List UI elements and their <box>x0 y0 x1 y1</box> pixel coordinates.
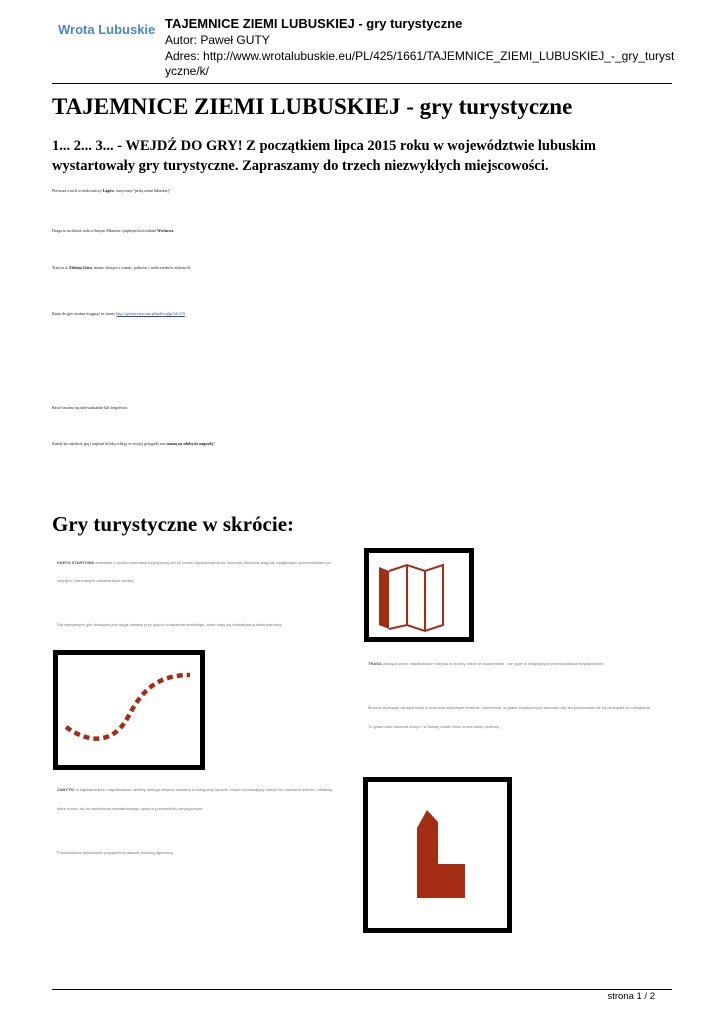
paragraph-zielona-gora: Trzecia to Zielona Góra, miasto słynące z winnic, pałaców i wielu terenów zielonych. <box>52 265 191 270</box>
summary-trasa-line2: Możesz wyruszyć na wędrówkę w dowolnie wybranym terminie i momencie, w grach turystycznych animator czy też przewodnik nie są niezbędni do rozegrania. <box>368 705 652 710</box>
summary-trasa-line1: TRASA wiodąca przez najciekawsze miejsca w okolicy, także te zapomniane - nie ujęte w tradycyjnych przewodnikach turystycznych. <box>368 661 605 666</box>
paragraph-prize: Każdy kto ukończy grę i napisze krótką relację ze swojej przygody ma szansę na zdobycie nagrody! <box>52 441 215 446</box>
building-icon <box>368 782 507 928</box>
footer-divider <box>52 989 672 990</box>
summary-zabytki-line3: Poszukiwania wskazówek przypomina zawsze ciekawą tajemnicę. <box>57 850 175 855</box>
header-divider <box>52 83 672 84</box>
cards-link[interactable]: http://grytturystyczne.pl/index.php?id=119 <box>116 311 185 316</box>
summary-title: Gry turystyczne w skrócie: <box>52 512 295 536</box>
site-logo: Wrota Lubuskie <box>58 22 156 37</box>
header-author: Autor: Paweł GUTY <box>165 33 270 47</box>
route-dashed-path-icon <box>58 655 200 765</box>
paragraph-lagow: Pierwsza z nich to malowniczy Łagów, nazywany "perłą ziemi lubuskiej". <box>52 188 172 193</box>
paragraph-cards: Karty do gier można ściągnąć ze strony http://grytturystyczne.pl/index.php?id=119 <box>52 311 185 316</box>
route-icon-frame <box>53 650 205 770</box>
summary-karta-line1: KARTA STARTOWA zostanaie z punktu informacji turystycznej lub po prostu wydrukowania na domowej drukarce stają się wyjątkowym przewodnikiem po <box>57 560 331 565</box>
map-icon <box>369 553 469 637</box>
summary-karta-line3: Dla wytrwanych gier dostępna jest opcja zabawy przy użyciu urządzenia mobilnego, które stają się interaktywną kartą startową. <box>57 622 283 627</box>
header-title: TAJEMNICE ZIEMI LUBUSKIEJ - gry turystyczne <box>165 16 463 31</box>
map-icon-frame <box>364 548 474 642</box>
article-lead: 1... 2... 3... - WEJDŹ DO GRY! Z początkiem lipca 2015 roku w województwie lubuskim wystartowały gry turystyczne. Zapraszamy do trzech niezwykłych miejscowości. <box>52 138 596 174</box>
paragraph-wschowa: Druga to urokliwa stolica Starym Miastem i pięknym kościołami Wschowa. <box>52 228 175 233</box>
summary-zabytki-line2: które trudno się do zwiedzenia standardowego opisu w przewodniku turystycznym. <box>57 806 204 811</box>
summary-zabytki-line1: ZABYTKI to najważniejsze i najciekawsze obiekty danego miejsca ukazane w nietypowy sposób, często pozwalający odkryć ich nieznane oblicze i niekiedy, <box>57 787 334 792</box>
article-title: TAJEMNICE ZIEMI LUBUSKIEJ - gry turystyczne <box>52 94 573 119</box>
header-address: Adres: http://www.wrotalubuskie.eu/PL/425/1661/TAJEMNICE_ZIEMI_LUBUSKIEJ_-_gry_turystyczne/k/ <box>165 49 675 78</box>
paragraph-team: Bawić można się indywidualnie lub zespołowo. <box>52 405 129 410</box>
summary-karta-line2: znanych i nieznanych zakamarkach okolicy. <box>57 578 135 583</box>
building-icon-frame <box>363 777 512 933</box>
summary-trasa-line3: Tu grasz sam narzucia tempo i w każdej chwili może zrobić sobie przerwę. <box>368 724 500 729</box>
page-number: strona 1 / 2 <box>607 991 655 1002</box>
